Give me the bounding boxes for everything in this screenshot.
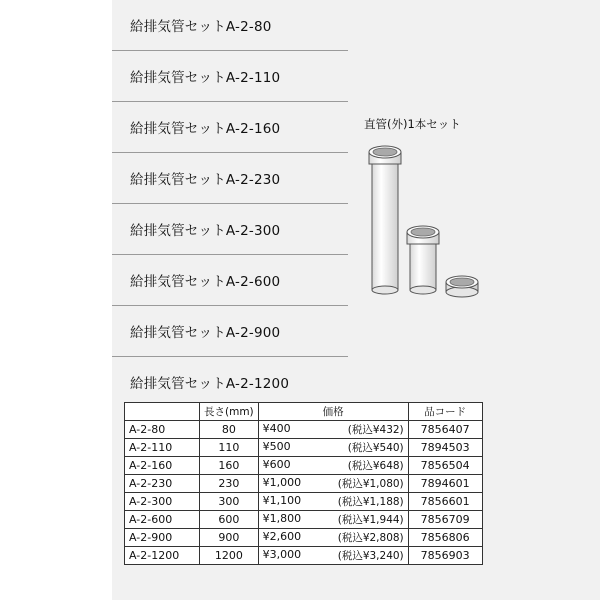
table-row — [125, 421, 483, 439]
tax-included-price: (税込¥1,188) — [337, 496, 404, 508]
cell-length: 600 — [200, 511, 259, 529]
table-row — [125, 493, 483, 511]
tax-included-price: (税込¥2,808) — [337, 532, 404, 544]
tax-included-price: (税込¥1,080) — [337, 478, 404, 490]
cell-model: A-2-80 — [125, 421, 200, 439]
product-list-item: 給排気管セットA-2-110 — [112, 51, 348, 102]
cell-code: 7856903 — [408, 547, 482, 565]
cell-length: 110 — [200, 439, 259, 457]
cell-model: A-2-900 — [125, 529, 200, 547]
cell-length: 230 — [200, 475, 259, 493]
product-list-item: 給排気管セットA-2-1200 — [130, 376, 290, 392]
price-value: ¥3,000 — [262, 548, 302, 561]
cell-code: 7856806 — [408, 529, 482, 547]
product-list-item: 給排気管セットA-2-160 — [112, 102, 348, 153]
cell-length: 300 — [200, 493, 259, 511]
cell-code: 7856504 — [408, 457, 482, 475]
tax-included-price: (税込¥1,944) — [337, 514, 404, 526]
cell-price — [258, 511, 408, 529]
cell-price — [258, 493, 408, 511]
cell-code: 7856407 — [408, 421, 482, 439]
cell-price — [258, 547, 408, 565]
cell-price — [258, 439, 408, 457]
cell-code: 7856601 — [408, 493, 482, 511]
cell-code: 7856709 — [408, 511, 482, 529]
product-list-item: 給排気管セットA-2-300 — [112, 204, 348, 255]
product-page — [112, 0, 600, 600]
table-row — [125, 547, 483, 565]
price-value: ¥1,000 — [262, 476, 302, 489]
cell-length: 1200 — [200, 547, 259, 565]
price-value: ¥500 — [262, 440, 291, 453]
price-value: ¥600 — [262, 458, 291, 471]
cell-price — [258, 421, 408, 439]
tax-included-price: (税込¥540) — [347, 442, 404, 454]
table-row — [125, 439, 483, 457]
price-value: ¥1,800 — [262, 512, 302, 525]
long-pipe-icon — [369, 146, 401, 294]
header-model — [125, 403, 200, 421]
product-list-item: 給排気管セットA-2-80 — [112, 0, 348, 51]
cell-length: 160 — [200, 457, 259, 475]
pipe-illustration — [362, 140, 492, 300]
header-code: 品コード — [408, 403, 482, 421]
tax-included-price: (税込¥3,240) — [337, 550, 404, 562]
product-image-caption: 直管(外)1本セット — [364, 117, 461, 131]
product-list-item: 給排気管セットA-2-230 — [112, 153, 348, 204]
table-row — [125, 457, 483, 475]
product-name-list — [112, 0, 348, 408]
tax-included-price: (税込¥432) — [347, 424, 404, 436]
cell-price — [258, 457, 408, 475]
cell-price — [258, 529, 408, 547]
spec-table — [124, 402, 483, 565]
cell-model: A-2-1200 — [125, 547, 200, 565]
price-value: ¥2,600 — [262, 530, 302, 543]
cell-model: A-2-160 — [125, 457, 200, 475]
cell-model: A-2-230 — [125, 475, 200, 493]
price-value: ¥400 — [262, 422, 291, 435]
cell-model: A-2-300 — [125, 493, 200, 511]
table-row — [125, 529, 483, 547]
cell-code: 7894503 — [408, 439, 482, 457]
tax-included-price: (税込¥648) — [347, 460, 404, 472]
cell-price — [258, 475, 408, 493]
medium-pipe-icon — [407, 226, 439, 294]
header-price: 価格 — [258, 403, 408, 421]
table-row — [125, 475, 483, 493]
cell-model: A-2-110 — [125, 439, 200, 457]
cell-model: A-2-600 — [125, 511, 200, 529]
cell-length: 900 — [200, 529, 259, 547]
table-header-row — [125, 403, 483, 421]
pipe-ring-icon — [446, 276, 478, 297]
price-value: ¥1,100 — [262, 494, 302, 507]
product-list-item: 給排気管セットA-2-600 — [112, 255, 348, 306]
cell-code: 7894601 — [408, 475, 482, 493]
product-list-item: 給排気管セットA-2-900 — [112, 306, 348, 357]
cell-length: 80 — [200, 421, 259, 439]
header-length: 長さ(mm) — [200, 403, 259, 421]
table-row — [125, 511, 483, 529]
